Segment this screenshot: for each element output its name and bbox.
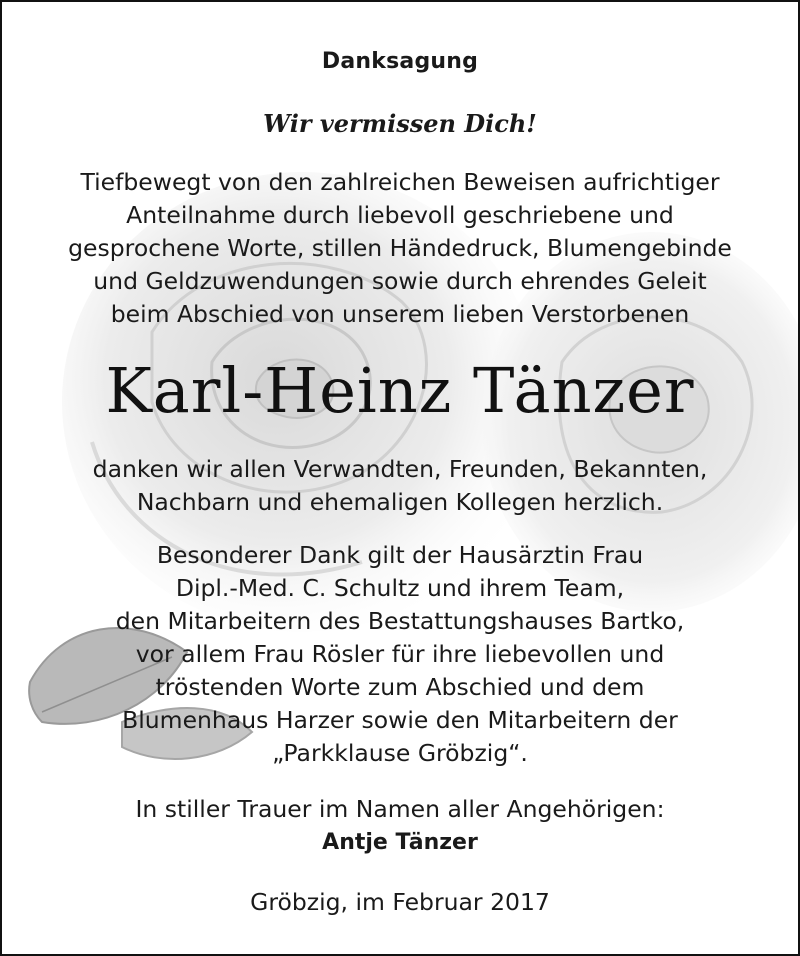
special-thanks-line: „Parkklause Gröbzig“. [272, 739, 528, 767]
signer-name: Antje Tänzer [322, 830, 478, 855]
heading-subtitle: Wir vermissen Dich! [263, 109, 537, 138]
special-thanks-line: tröstenden Worte zum Abschied und dem [155, 673, 645, 701]
intro-line: und Geldzuwendungen sowie durch ehrendes Geleit [93, 267, 707, 295]
special-thanks-line: Blumenhaus Harzer sowie den Mitarbeitern der [122, 706, 678, 734]
intro-line: Tiefbewegt von den zahlreichen Beweisen aufrichtiger [80, 168, 720, 196]
heading-title: Danksagung [321, 49, 479, 74]
special-thanks-line: Besonderer Dank gilt der Hausärztin Frau [156, 541, 644, 569]
special-thanks-line: vor allem Frau Rösler für ihre liebevollen und [135, 640, 665, 668]
obituary-text [2, 2, 798, 954]
thanks-line: danken wir allen Verwandten, Freunden, Bekannten, [92, 455, 708, 483]
place-date: Gröbzig, im Februar 2017 [250, 888, 550, 916]
intro-line: gesprochene Worte, stillen Händedruck, Blumengebinde [68, 234, 732, 262]
deceased-name: Karl-Heinz Tänzer [105, 354, 695, 427]
special-thanks-line: Dipl.-Med. C. Schultz und ihrem Team, [175, 574, 625, 602]
mourning-line: In stiller Trauer im Namen aller Angehörigen: [135, 795, 665, 823]
intro-line: beim Abschied von unserem lieben Verstorbenen [110, 300, 690, 328]
intro-line: Anteilnahme durch liebevoll geschriebene und [126, 201, 674, 229]
thanks-line: Nachbarn und ehemaligen Kollegen herzlich. [136, 488, 664, 516]
special-thanks-line: den Mitarbeitern des Bestattungshauses Bartko, [115, 607, 685, 635]
